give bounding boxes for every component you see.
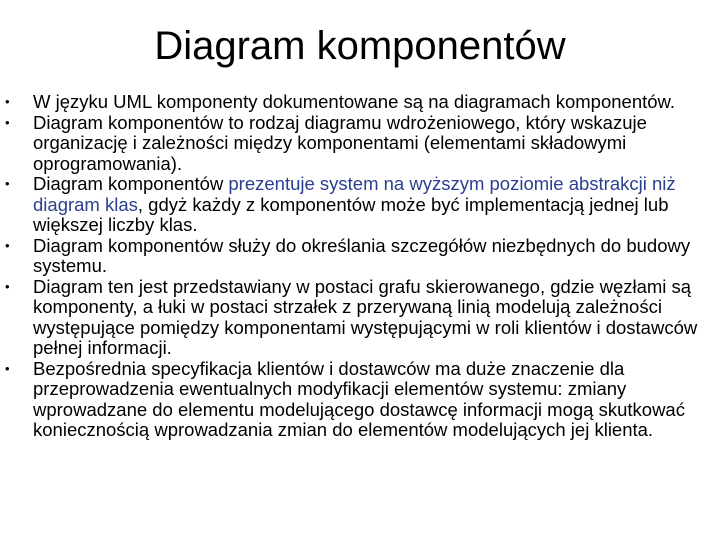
bullet-dot-icon: • xyxy=(5,176,10,191)
bullet-list xyxy=(0,92,712,441)
bullet-text: Bezpośrednia specyfikacja klientów i dostawców ma duże znaczenie dla przeprowadzenia ewentualnych modyfikacji elementów systemu: zmiany wprowadzane do elementu modelującego dostawcę informacji mogą skutkować koniecznością wprowadzania zmian do elementów modelujących jej klienta. xyxy=(33,357,685,440)
bullet-dot-icon: • xyxy=(5,360,10,376)
bullet-item-3 xyxy=(0,174,712,236)
bullet-text-highlight: prezentuje system na wyższym poziomie abstrakcji niż diagram klas xyxy=(33,173,676,215)
bullet-text: Diagram komponentów to rodzaj diagramu wdrożeniowego, który wskazuje organizację i zależności między komponentami (elementami składowymi oprogramowania). xyxy=(33,111,647,174)
bullet-item-2 xyxy=(0,113,712,175)
bullet-dot-icon: • xyxy=(5,94,10,109)
bullet-dot-icon: • xyxy=(5,278,10,294)
bullet-text: Diagram komponentów służy do określania szczegółów niezbędnych do budowy systemu. xyxy=(33,234,691,276)
bullet-text: W języku UML komponenty dokumentowane są na diagramach komponentów. xyxy=(33,91,676,112)
slide-title: Diagram komponentów xyxy=(154,24,566,68)
bullet-item-5 xyxy=(0,277,712,359)
bullet-item-1 xyxy=(0,92,712,113)
bullet-text: Diagram ten jest przedstawiany w postaci grafu skierowanego, gdzie węzłami są komponenty, a łuki w postaci strzałek z przerywaną linią modelują zależności występujące pomiędzy komponentami występującymi w roli klientów i dostawców pełnej informacji. xyxy=(33,275,698,358)
bullet-text-after: , gdyż każdy z komponentów może być implementacją jednej lub większej liczby klas. xyxy=(33,193,669,235)
bullet-item-6 xyxy=(0,359,712,441)
bullet-item-4 xyxy=(0,236,712,277)
bullet-text-before: Diagram komponentów xyxy=(33,173,229,194)
bullet-dot-icon: • xyxy=(5,237,10,253)
bullet-dot-icon: • xyxy=(5,114,10,130)
